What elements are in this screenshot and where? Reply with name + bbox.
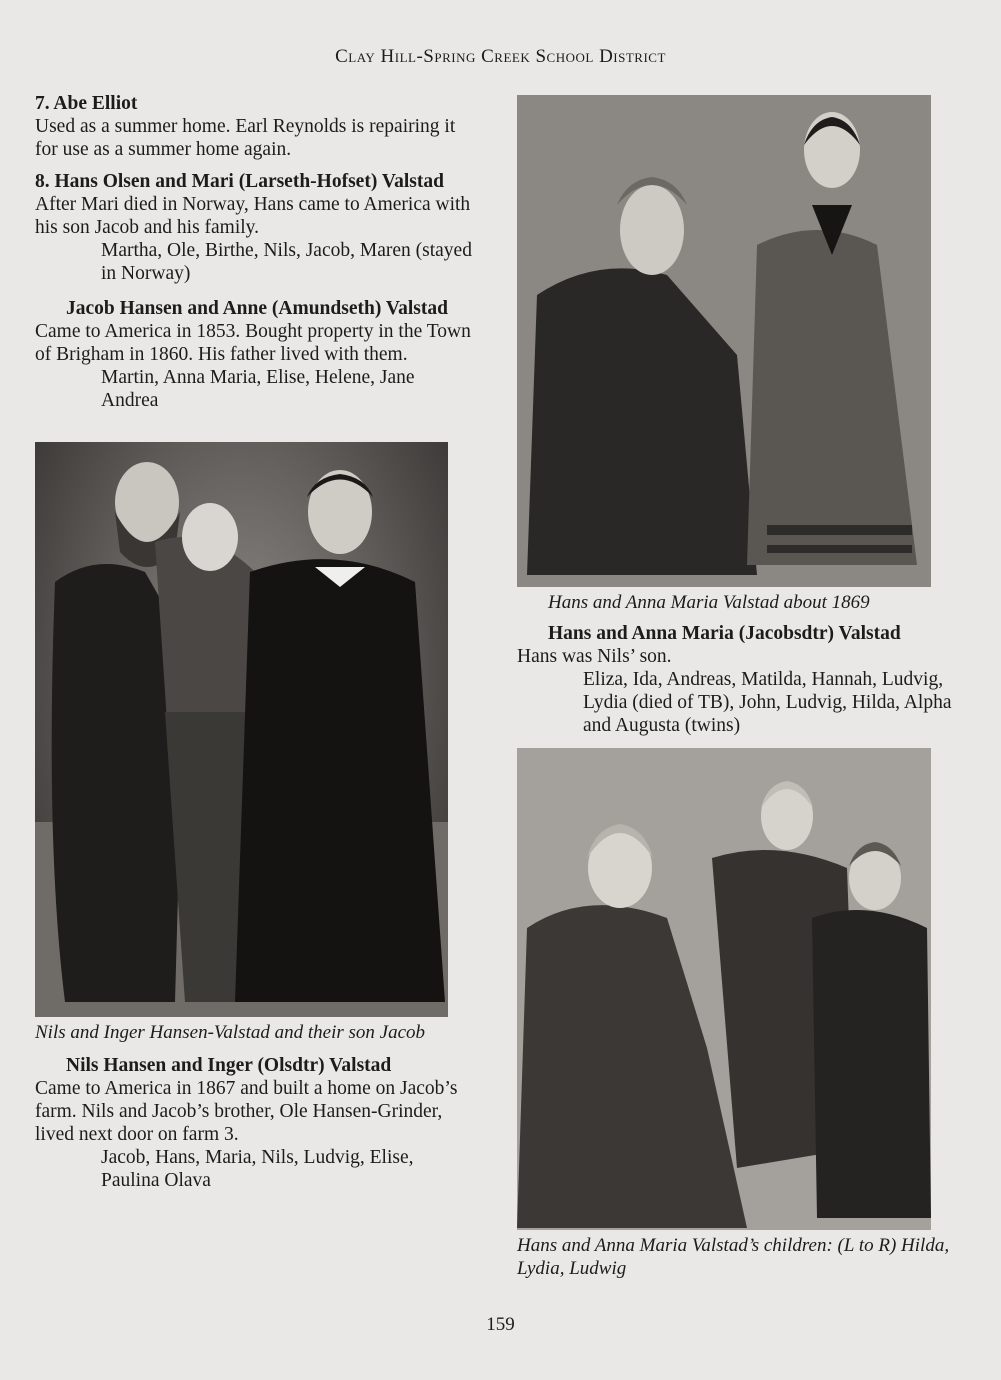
nils-children: Jacob, Hans, Maria, Nils, Ludvig, Elise, Paulina Olava <box>101 1147 414 1191</box>
hans-title: Hans and Anna Maria (Jacobsdtr) Valstad <box>548 623 901 644</box>
photo-nils-inger-jacob <box>35 442 448 1017</box>
photo2-caption: Hans and Anna Maria Valstad about 1869 <box>548 592 870 613</box>
jacob-body: Came to America in 1853. Bought property in the Town of Brigham in 1860. His father lived with them. <box>35 321 471 365</box>
section-7 <box>35 92 475 161</box>
jacob-title: Jacob Hansen and Anne (Amundseth) Valstad <box>66 298 448 319</box>
nils-title: Nils Hansen and Inger (Olsdtr) Valstad <box>66 1055 392 1076</box>
photo3-caption: Hans and Anna Maria Valstad’s children: (L to R) Hilda, Lydia, Ludwig <box>517 1235 950 1279</box>
section-7-title: 7. Abe Elliot <box>35 93 138 114</box>
section-7-body: Used as a summer home. Earl Reynolds is repairing it for use as a summer home again. <box>35 116 456 160</box>
section-8 <box>35 170 475 285</box>
nils-section <box>35 1054 475 1192</box>
nils-body: Came to America in 1867 and built a home on Jacob’s farm. Nils and Jacob’s brother, Ole Hansen-Grinder, lived next door on farm 3. <box>35 1078 458 1145</box>
running-header: Clay Hill-Spring Creek School District <box>335 46 666 67</box>
hans-section <box>517 622 957 737</box>
section-8-body: After Mari died in Norway, Hans came to America with his son Jacob and his family. <box>35 194 471 238</box>
photo-valstad-children <box>517 748 931 1230</box>
page-number: 159 <box>486 1314 515 1335</box>
couple-portrait-image <box>517 95 931 587</box>
photo-hans-anna-maria-1869 <box>517 95 931 587</box>
jacob-children: Martin, Anna Maria, Elise, Helene, Jane Andrea <box>101 367 415 411</box>
section-8-title: 8. Hans Olsen and Mari (Larseth-Hofset) Valstad <box>35 171 444 192</box>
section-8-children: Martha, Ole, Birthe, Nils, Jacob, Maren (stayed in Norway) <box>101 240 472 284</box>
jacob-section <box>35 297 475 412</box>
hans-body: Hans was Nils’ son. <box>517 646 672 667</box>
children-portrait-image <box>517 748 931 1230</box>
photo1-caption: Nils and Inger Hansen-Valstad and their son Jacob <box>35 1022 426 1043</box>
family-portrait-image <box>35 442 448 1017</box>
hans-children: Eliza, Ida, Andreas, Matilda, Hannah, Ludvig, Lydia (died of TB), John, Ludvig, Hilda, Alpha and Augusta (twins) <box>583 669 952 736</box>
